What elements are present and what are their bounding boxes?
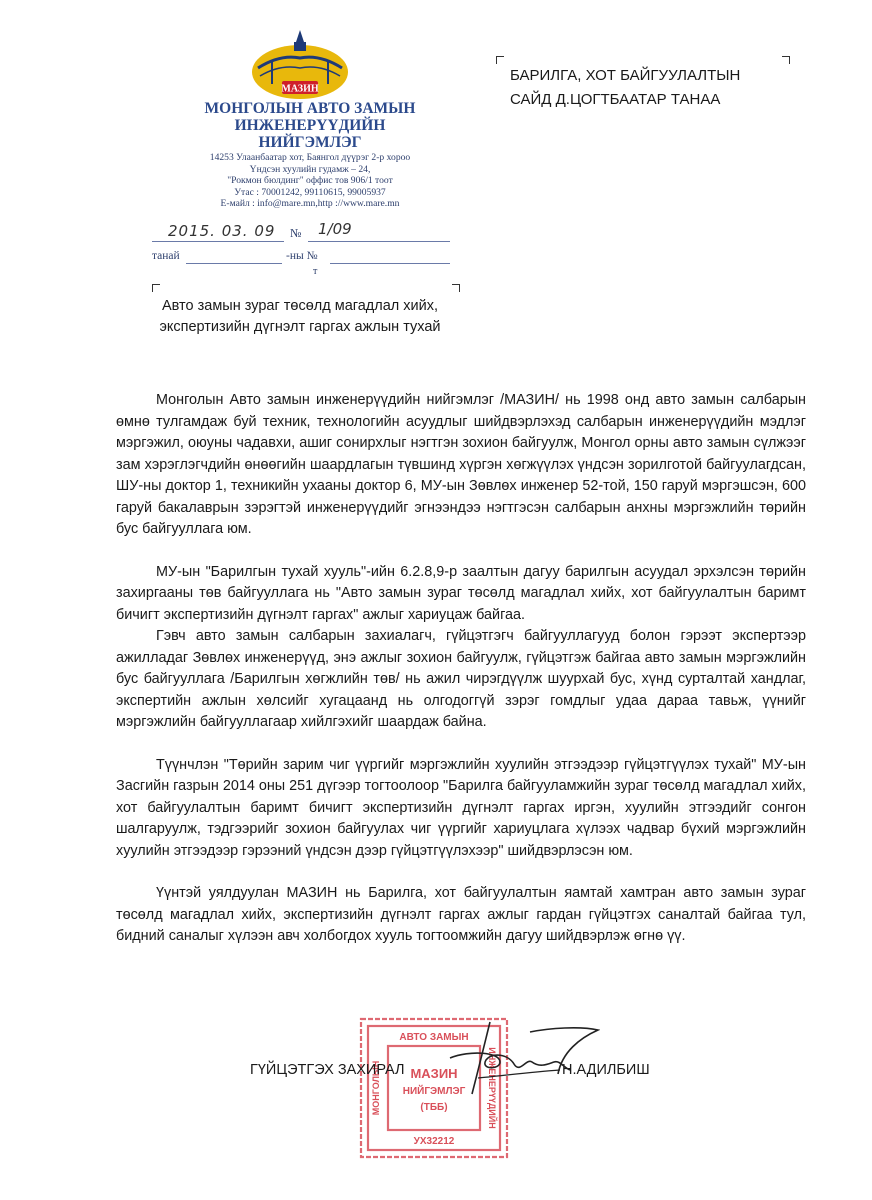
org-name	[160, 100, 460, 151]
org-name-line: МОНГОЛЫН АВТО ЗАМЫН	[204, 100, 416, 117]
address-line: 14253 Улаанбаатар хот, Баянгол дүүрэг 2-р хороо	[209, 152, 411, 163]
subject	[130, 296, 470, 338]
letter-number: 1/09	[318, 220, 352, 238]
number-underline	[308, 241, 450, 242]
addressee-corner-right	[782, 56, 790, 64]
letter-body	[116, 390, 806, 948]
body-paragraph: Түүнчлэн "Төрийн зарим чиг үүргийг мэргэжлийн хуулийн этгээдээр гүйцэтгүүлэх тухай" МУ-ын Засгийн газрын 2014 оны 251 дүгээр тогтоолоор "Барилга байгууламжийн зураг төсөлд магадлал хийх, хот байгуулалтын баримт бичигт экспертизийн дүгнэлт гаргах иргэн, хуулийн этгээдийг сонгон шалгаруулж, тэдгээрийг зохион байгуулах чиг үүргийг хариуцлага хүлээх чадвар бүхий мэргэжлийн хуулийн этгээдээр гэрээний үндсэн дээр гүйцэтгүүлэхээр" шийдвэрлэсэн юм.	[116, 756, 806, 859]
signatory-name: Н.АДИЛБИШ	[562, 1062, 650, 1078]
address-line: E-майл : info@mare.mn,http ://www.mare.mn	[220, 198, 400, 209]
stamp-top-text: АВТО ЗАМЫН	[399, 1032, 469, 1043]
org-name-line: НИЙГЭМЛЭГ	[258, 134, 362, 151]
stamp-left-text: МОНГОЛЫН	[371, 1060, 381, 1116]
subject-corner-left	[152, 284, 160, 292]
tanai-label: танай	[152, 250, 180, 262]
body-paragraph: Үүнтэй уялдуулан МАЗИН нь Барилга, хот байгуулалтын яамтай хамтран авто замын зураг төсөлд магадлал хийх, экспертизийн дүгнэлт гаргах ажлыг гардан гүйцэтгэх саналтай байгаа тул, бидний саналыг хүлээн авч холбогдох хууль тогтоомжийн дагуу шийдвэрлэж өгнө үү.	[116, 885, 806, 944]
tanai-underline	[186, 263, 282, 264]
subject-line: экспертизийн дүгнэлт гаргах ажлын тухай	[159, 319, 441, 335]
stamp-center-line: НИЙГЭМЛЭГ	[402, 1086, 466, 1097]
letter-date: 2015. 03. 09	[168, 222, 276, 240]
org-address	[160, 152, 460, 210]
body-paragraph: Гэвч авто замын салбарын захиалагч, гүйцэтгэгч байгууллагууд болон гэрээт экспертээр ажилладаг Зөвлөх инженерүүд, энэ ажлыг зохион байгуулж, гүйцэтгэж байгаа авто замын мэргэжлийн бус байгууллага /Барилгын хөгжлийн төв/ нь ажил чирэгдүүлж шуурхай бус, хүнд сурталтай хандлаг, экспертийн ажлын хөлсийг хугацаанд нь олгодоггүй зэрэг гомдлыг удаа дараа тавьж, үүнийг мэргэжлийн байгууллагаар хийлгэхийг шаардаж байна.	[116, 628, 806, 730]
body-paragraph: Монголын Авто замын инженерүүдийн нийгэмлэг /МАЗИН/ нь 1998 онд авто замын салбарын өмнө тулгамдаж буй техник, технологийн асуудлыг шийдвэрлэхэд салбарын инженерүүдийн мэдлэг мэргэжил, оюуны чадавхи, ашиг сонирхлыг нэгтгэн зохион байгуулж, Монгол орны авто замын сүлжээг зам хэрэглэгчдийн өнөөгийн шаардлагын түвшинд хүргэн хөгжүүлэх үндсэн зорилготой байгуулагдсан, ШУ-ны доктор 1, техникийн ухааны доктор 6, МУ-ын Зөвлөх инженер 52-той, 150 гаруй мэргэшсэн, 600 гаруй бакалаврын зэрэгтэй инженерүүдийг эгнээндээ нэгтгэсэн салбарын анхны мэргэжлийн төрийн бус байгууллага юм.	[116, 392, 806, 537]
signatory-title: ГҮЙЦЭТГЭХ ЗАХИРАЛ	[250, 1062, 405, 1078]
handwritten-signature	[430, 1018, 600, 1098]
stamp-code: УХ32212	[413, 1136, 455, 1147]
address-line: Утас : 70001242, 99110615, 99005937	[234, 186, 386, 198]
org-name-line: ИНЖЕНЕРҮҮДИЙН	[234, 117, 386, 134]
addressee-corner-left	[496, 56, 504, 64]
nyn-label: -ны №	[286, 250, 318, 262]
stamp-center-line: (ТББ)	[420, 1102, 448, 1113]
number-label: №	[290, 226, 302, 240]
date-underline	[152, 241, 284, 242]
addressee	[510, 64, 740, 112]
stamp-right-text: ИНЖЕНЕРҮҮДИЙН	[487, 1047, 497, 1129]
subject-corner-right	[452, 284, 460, 292]
address-line: Үндсэн хуулийн гудамж – 24,	[249, 163, 371, 175]
t-mark: т	[313, 266, 318, 277]
subject-line: Авто замын зураг төсөлд магадлал хийх,	[161, 298, 439, 314]
nyn-underline	[330, 263, 450, 264]
logo-text: МАЗИН	[281, 83, 319, 95]
address-line: "Рокмон бюлдинг" оффис тов 906/1 тоот	[227, 175, 393, 186]
addressee-line: БАРИЛГА, ХОТ БАЙГУУЛАЛТЫН	[510, 67, 741, 84]
body-paragraph: МУ-ын "Барилгын тухай хууль"-ийн 6.2.8,9-р заалтын дагуу барилгын асуудал эрхэлсэн төрийн захиргааны төв байгууллага нь "Авто замын зураг төсөлд магадлал хийх, хот байгуулалтын баримт бичигт экспертизийн дүгнэлт гаргах" ажлыг хариуцаж байгаа.	[116, 563, 806, 623]
mazin-logo	[250, 28, 350, 100]
stamp-center-line: МАЗИН	[410, 1066, 458, 1081]
addressee-line: САЙД Д.ЦОГТБААТАР ТАНАА	[510, 91, 721, 108]
